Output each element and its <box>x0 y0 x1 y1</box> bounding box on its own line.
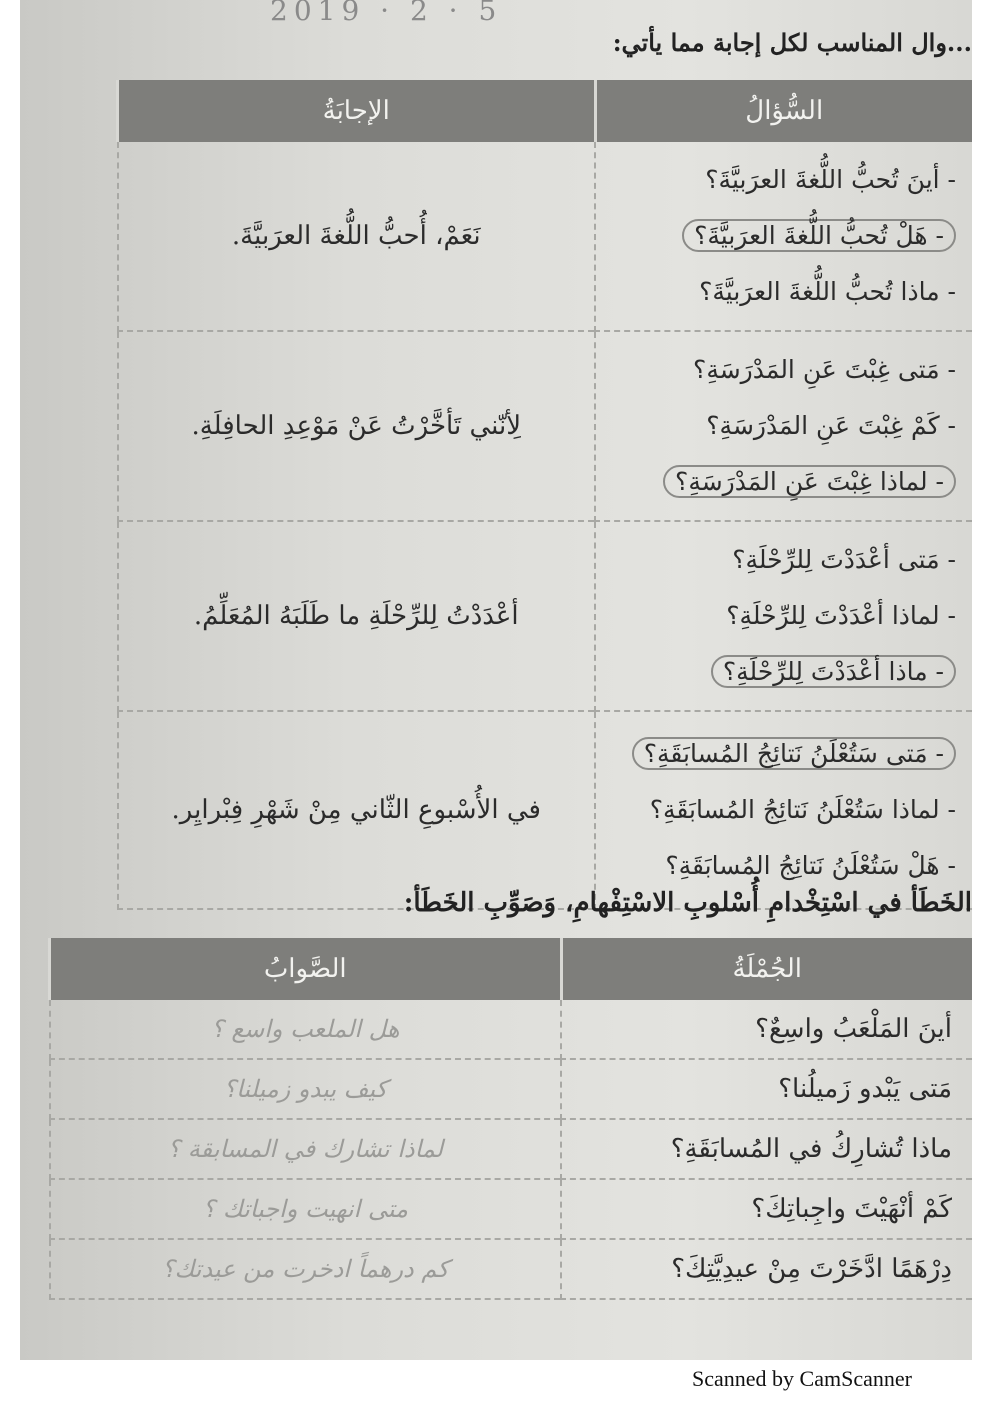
question-option <box>596 208 956 264</box>
question-text: - هَلْ سَتُعْلَنُ نَتائِجُ المُسابَقَةِ؟ <box>665 851 956 880</box>
header-sentence: الجُمْلَةُ <box>561 938 972 1000</box>
question-text: - أينَ تُحبُّ اللُّغةَ العرَبيَّةَ؟ <box>705 165 956 194</box>
question-option <box>596 644 956 700</box>
incorrect-sentence: دِرْهَمًا ادَّخَرْتَ مِنْ عيدِيَّتِكَ؟ <box>561 1239 972 1299</box>
question-option <box>596 838 956 894</box>
question-text: - ماذا تُحبُّ اللُّغةَ العرَبيَّةَ؟ <box>699 277 956 306</box>
qa-row <box>118 142 973 331</box>
question-options <box>595 142 972 331</box>
question-option <box>596 264 956 320</box>
question-text: - ماذا أعْدَدْتَ لِلرِّحْلَةِ؟ <box>711 655 956 688</box>
answer-text: في الأُسْبوعِ الثّاني مِنْ شَهْرِ فِبْرايِر. <box>118 711 596 909</box>
question-option <box>596 398 956 454</box>
question-text: - لماذا سَتُعْلَنُ نَتائِجُ المُسابَقَةِ؟ <box>649 795 956 824</box>
qa-row <box>118 331 973 521</box>
question-text: - مَتى أعْدَدْتَ لِلرِّحْلَةِ؟ <box>732 545 956 574</box>
handwritten-correction: هل الملعب واسع ؟ <box>50 1000 562 1059</box>
question-options <box>595 711 972 909</box>
qa-row <box>118 521 973 711</box>
qa-row <box>118 711 973 909</box>
question-option <box>596 152 956 208</box>
incorrect-sentence: أينَ المَلْعَبُ واسِعٌ؟ <box>561 1000 972 1059</box>
exercise1-instruction: ...وال المناسب لكل إجابة مما يأتي: <box>612 28 972 57</box>
incorrect-sentence: ماذا تُشارِكُ في المُسابَقَةِ؟ <box>561 1119 972 1179</box>
handwritten-correction: كيف يبدو زميلنا؟ <box>50 1059 562 1119</box>
incorrect-sentence: مَتى يَبْدو زَميلُنا؟ <box>561 1059 972 1119</box>
correction-row <box>50 1119 973 1179</box>
question-option <box>596 726 956 782</box>
question-text: - كَمْ غِبْتَ عَنِ المَدْرَسَةِ؟ <box>706 411 956 440</box>
correction-row <box>50 1239 973 1299</box>
header-question: السُّؤالُ <box>595 80 972 142</box>
question-option <box>596 454 956 510</box>
header-correction: الصَّوابُ <box>50 938 562 1000</box>
question-option <box>596 588 956 644</box>
question-options <box>595 521 972 711</box>
question-text: - لماذا غِبْتَ عَنِ المَدْرَسَةِ؟ <box>663 465 956 498</box>
answer-text: نَعَمْ، أُحبُّ اللُّغةَ العرَبيَّةَ. <box>118 142 596 331</box>
correction-table <box>48 938 972 1300</box>
handwritten-correction: كم درهماً ادخرت من عيدتك؟ <box>50 1239 562 1299</box>
answer-text: أعْدَدْتُ لِلرِّحْلَةِ ما طَلَبَهُ المُعَلِّمُ. <box>118 521 596 711</box>
question-options <box>595 331 972 521</box>
question-text: - مَتى غِبْتَ عَنِ المَدْرَسَةِ؟ <box>693 355 956 384</box>
handwritten-correction: متى انهيت واجباتك ؟ <box>50 1179 562 1239</box>
question-answer-table <box>116 80 972 910</box>
scanned-page <box>20 0 972 1360</box>
question-option <box>596 782 956 838</box>
scanner-watermark: Scanned by CamScanner <box>692 1366 912 1391</box>
header-answer: الإجابَةُ <box>118 80 596 142</box>
answer-text: لِأنّني تَأخَّرْتُ عَنْ مَوْعِدِ الحافِلَةِ. <box>118 331 596 521</box>
incorrect-sentence: كَمْ أنْهَيْتَ واجِباتِكَ؟ <box>561 1179 972 1239</box>
question-option <box>596 342 956 398</box>
correction-row <box>50 1000 973 1059</box>
handwritten-correction: لماذا تشارك في المسابقة ؟ <box>50 1119 562 1179</box>
question-text: - لماذا أعْدَدْتَ لِلرِّحْلَةِ؟ <box>726 601 956 630</box>
question-text: - مَتى سَتُعْلَنُ نَتائِجُ المُسابَقَةِ؟ <box>632 737 956 770</box>
handwritten-date: 2019 · 2 · 5 <box>270 0 503 27</box>
correction-row <box>50 1059 973 1119</box>
exercise2-instruction: الخَطَأ في اسْتِخْدامِ أُسْلوبِ الاسْتِفْهامِ، وَصَوِّبِ الخَطَأ: <box>403 888 972 918</box>
question-option <box>596 532 956 588</box>
correction-row <box>50 1179 973 1239</box>
question-text: - هَلْ تُحبُّ اللُّغةَ العرَبيَّةَ؟ <box>682 219 956 252</box>
